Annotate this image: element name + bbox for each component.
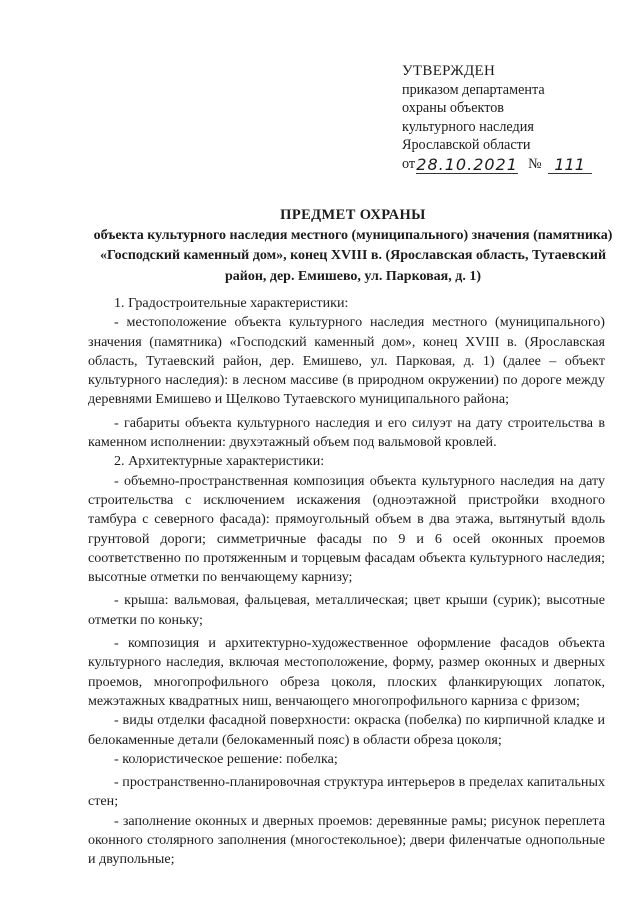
title-main: ПРЕДМЕТ ОХРАНЫ <box>280 207 426 223</box>
approval-stamp <box>402 62 602 174</box>
list-item: - объемно-пространственная композиция объекта культурного наследия на дату строительства с исключением искажения (одноэтажной пристройки входного тамбура с северного фасада): прямоугольный объем в два этажа, вытянутый вдоль грунтовой дороги; симметричные фасады по 9 и 6 осей оконных проемов соответственно по протяженным и торцевым фасадам объекта культурного наследия; высотные отметки по венчающему карнизу; <box>88 472 605 586</box>
list-item: - колористическое решение: побелка; <box>114 750 338 767</box>
approval-line: культурного наследия <box>402 118 534 135</box>
approval-date-row <box>402 155 602 174</box>
list-item: - пространственно-планировочная структура интерьеров в пределах капитальных стен; <box>88 774 605 810</box>
approval-line: приказом департамента <box>402 81 545 98</box>
list-item: - габариты объекта культурного наследия и его силуэт на дату строительства в каменном исполнении: двухэтажный объем под вальмовой кровлей. <box>88 414 605 451</box>
approval-line: охраны объектов <box>402 100 504 117</box>
approval-line: Ярославской области <box>402 137 531 154</box>
list-item: - виды отделки фасадной поверхности: окраска (побелка) по кирпичной кладке и белокаменные детали (белокаменный пояс) в области обреза цоколя; <box>88 712 605 748</box>
list-item: - крыша: вальмовая, фальцевая, металлическая; цвет крыши (сурик); высотные отметки по коньку; <box>88 592 605 628</box>
number-label: № <box>528 155 542 172</box>
handwritten-date: 28.10.2021 <box>416 154 518 174</box>
list-item: - заполнение оконных и дверных проемов: деревянные рамы; рисунок переплета оконного столярного заполнения (многостекольное); двери филенчатые однопольные и двупольные; <box>88 812 605 868</box>
list-item: - композиция и архитектурно-художественное оформление фасадов объекта культурного наследия, включая местоположение, форму, размер оконных и дверных проемов, многопрофильного обреза цоколя, плоских фланкирующих лопаток, межэтажных квадратных ниш, венчающего многопрофильного карниза с фризом; <box>88 635 605 709</box>
section-heading: 2. Архитектурные характеристики: <box>114 453 325 470</box>
document-title <box>86 205 620 287</box>
document-body <box>88 292 605 870</box>
date-prefix: от <box>402 155 416 172</box>
title-sub: объекта культурного наследия местного (муниципального) значения (памятника) «Господский каменный дом», конец XVIII в. (Ярославская область, Тутаевский район, дер. Емишево, ул. Парковая, д. 1) <box>93 227 613 284</box>
list-item: - местоположение объекта культурного наследия местного (муниципального) значения (памятника) «Господский каменный дом», конец XVIII в. (Ярославская область, Тутаевский район, дер. Емишево, ул. Парковая, д. 1) (далее – объект культурного наследия): в лесном массиве (в природном окружении) по дороге между деревнями Емишево и Щелково Тутаевского муниципального района; <box>88 314 605 408</box>
section-heading: 1. Градостроительные характеристики: <box>114 295 349 311</box>
approval-heading: УТВЕРЖДЕН <box>402 63 496 79</box>
handwritten-number: 111 <box>548 157 592 174</box>
